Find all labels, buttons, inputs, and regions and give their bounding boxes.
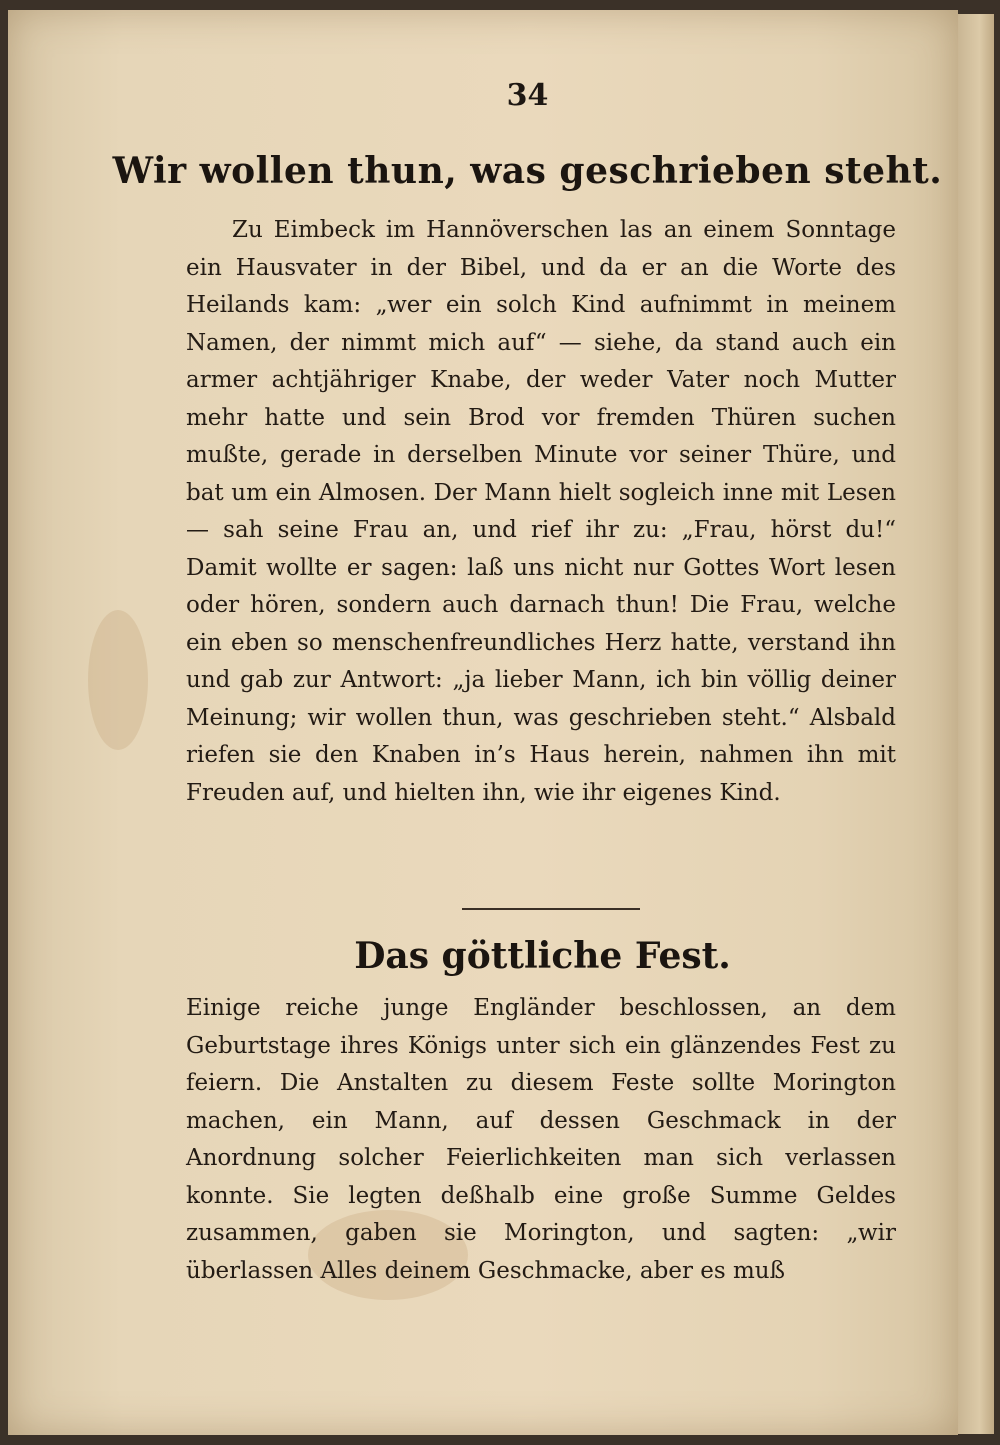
section-divider xyxy=(462,908,640,910)
section-text-2: Einige reiche junge Engländer beschlossen, an dem Geburtstage ihres Königs unter sich ein glänzendes Fest zu feiern. Die Anstalten zu diesem Feste sollte Morington machen, ein Mann, auf dessen Geschmack in der Anordnung solcher Feierlichkeiten man sich verlassen konnte. Sie legten deßhalb eine große Summe Geldes zusammen, gaben sie Morington, und sagten: „wir überlassen Alles deinem Geschmacke, aber es muß xyxy=(186,995,896,1284)
section-title-2: Das göttliche Fest. xyxy=(354,935,731,977)
section-text-1: Zu Eimbeck im Hannöverschen las an einem Sonntage ein Hausvater in der Bibel, und da er an die Worte des Heilands kam: „wer ein solch Kind aufnimmt in meinem Namen, der nimmt mich auf“ — siehe, da stand auch ein armer achtjähriger Knabe, der weder Vater noch Mutter mehr hatte und sein Brod vor fremden Thüren suchen mußte, gerade in derselben Minute vor seiner Thüre, und bat um ein Almosen. Der Mann hielt sogleich inne mit Lesen — sah seine Frau an, und rief ihr zu: „Frau, hörst du!“ Damit wollte er sagen: laß uns nicht nur Gottes Wort lesen oder hören, sondern auch darnach thun! Die Frau, welche ein eben so menschenfreundliches Herz hatte, verstand ihn und gab zur Antwort: „ja lieber Mann, ich bin völlig deiner Meinung; wir wollen thun, was geschrieben steht.“ Alsbald riefen sie den Knaben in’s Haus herein, nahmen ihn mit Freuden auf, und hielten ihn, wie ihr eigenes Kind. xyxy=(186,217,896,806)
page-number: 34 xyxy=(506,78,549,113)
paper-stain xyxy=(88,610,148,750)
page-edge xyxy=(958,14,994,1434)
section-title-1: Wir wollen thun, was geschrieben steht. xyxy=(112,150,943,192)
